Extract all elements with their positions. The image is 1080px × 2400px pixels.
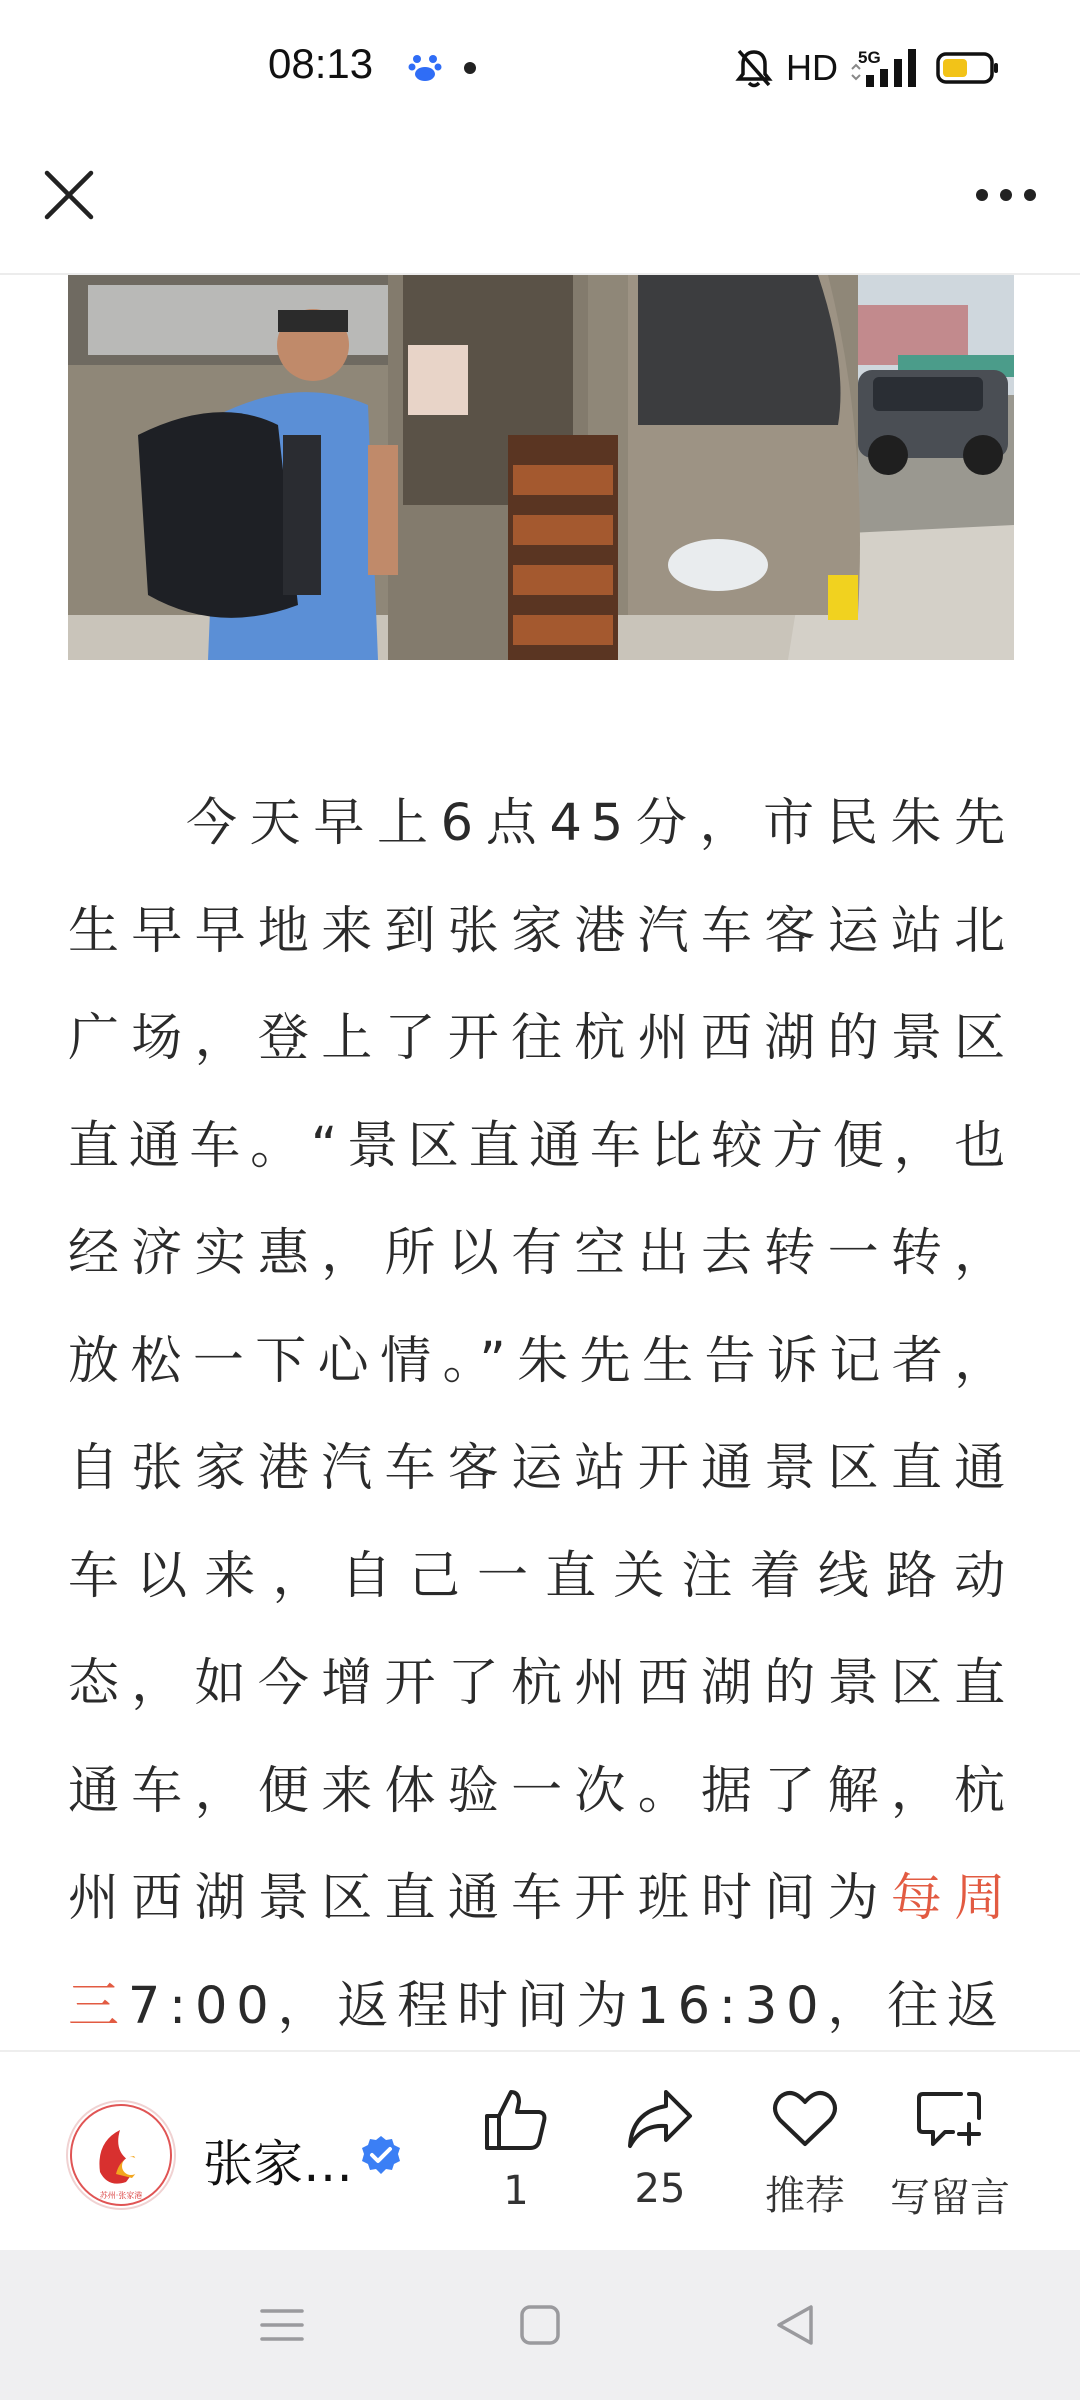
bottom-action-bar — [0, 2050, 1080, 2250]
battery-icon — [936, 51, 1000, 85]
write-comment-button[interactable] — [880, 2088, 1020, 2223]
notification-dot — [464, 62, 476, 74]
home-square-icon — [518, 2303, 562, 2347]
comment-label: 写留言 — [890, 2175, 1010, 2221]
like-button[interactable] — [446, 2088, 586, 2214]
highlight-text: 每周三 — [68, 1869, 1014, 2036]
status-icons — [734, 44, 1000, 92]
verified-badge-icon — [360, 2134, 402, 2176]
bus-photo-illustration — [68, 275, 1014, 660]
mute-bell-icon — [734, 46, 774, 90]
menu-lines-icon — [259, 2305, 305, 2345]
close-button[interactable] — [34, 160, 104, 230]
article-paragraph — [68, 770, 1014, 2060]
comment-add-icon — [915, 2088, 985, 2150]
recommend-label: 推荐 — [765, 2173, 845, 2219]
home-button[interactable] — [510, 2295, 570, 2355]
back-triangle-icon — [773, 2301, 817, 2349]
svg-text:苏州·张家港: 苏州·张家港 — [99, 2191, 143, 2200]
close-icon — [43, 169, 95, 221]
system-navigation-bar — [0, 2250, 1080, 2400]
top-nav-bar — [0, 130, 1080, 275]
like-count: 1 — [503, 2168, 529, 2214]
paragraph-text: 今天早上6点45分，市民朱先生早早地来到张家港汽车客运站北广场，登上了开往杭州西湖的景区直通车。“景区直通车比较方便，也经济实惠，所以有空出去转一转，放松一下心情。”朱先生告诉记者，自张家港汽车客运站开通景区直通车以来，自己一直关注着线路动态，如今增开了杭州西湖的景区直通车，便来体验一次。据了解，杭州西湖景区直通车开班时间为 — [68, 794, 1014, 1928]
account-name[interactable]: 张家… — [203, 2135, 353, 2193]
article-photo[interactable] — [68, 275, 1014, 660]
more-options-button[interactable] — [966, 160, 1046, 230]
article-body — [68, 770, 1014, 2060]
svg-text:5G: 5G — [858, 48, 881, 67]
status-time: 08:13 — [268, 40, 374, 87]
baidu-app-icon — [408, 52, 442, 82]
status-bar — [0, 0, 1080, 130]
more-dots-icon — [975, 188, 1037, 202]
heart-icon — [772, 2088, 838, 2148]
recent-apps-button[interactable] — [252, 2295, 312, 2355]
back-button[interactable] — [765, 2295, 825, 2355]
recommend-button[interactable] — [735, 2088, 875, 2221]
signal-5g-icon — [850, 45, 924, 91]
account-logo-icon — [68, 2102, 174, 2208]
thumbs-up-icon — [483, 2088, 549, 2152]
share-button[interactable] — [590, 2088, 730, 2212]
paragraph-text-cont: 7:00，返程时间为16:30，往返 — [127, 1976, 1007, 2036]
share-arrow-icon — [626, 2088, 694, 2150]
account-avatar[interactable] — [66, 2100, 176, 2210]
share-count: 25 — [634, 2166, 686, 2212]
hd-indicator: HD — [786, 47, 838, 88]
